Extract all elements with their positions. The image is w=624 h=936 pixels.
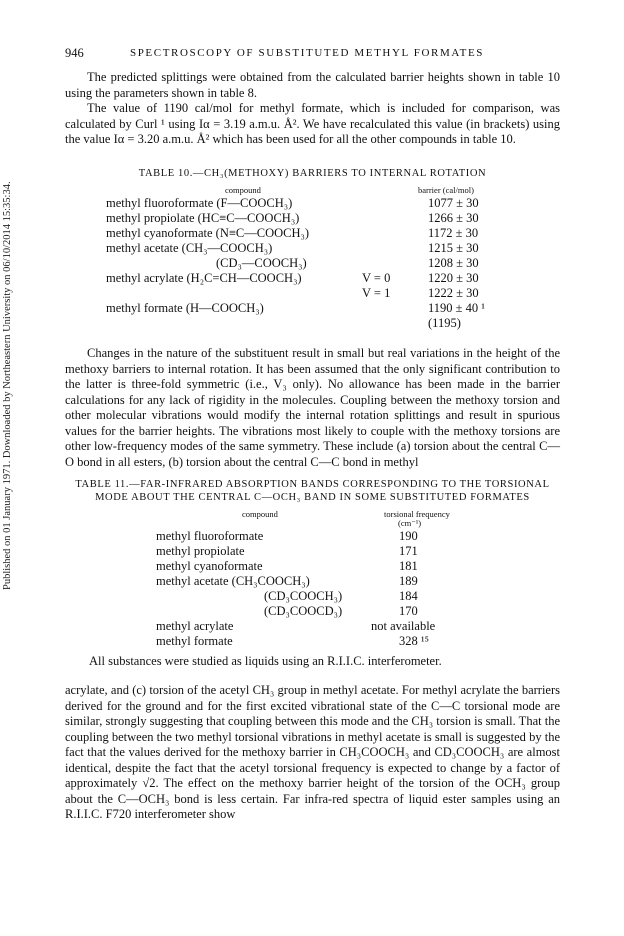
table10-caption: TABLE 10.—CH₃(METHOXY) BARRIERS TO INTERNAL ROTATION xyxy=(138,168,487,179)
table11-row-compound: methyl cyanoformate xyxy=(156,559,263,573)
table11-row-compound: methyl acetate (CH₃COOCH₃) xyxy=(156,574,310,588)
table10-row-compound: methyl propiolate (HC≡C—COOCH₃) xyxy=(106,211,300,225)
table11-caption-line-1: TABLE 11.—FAR-INFRARED ABSORPTION BANDS CORRESPONDING TO THE TORSIONAL xyxy=(75,479,550,490)
intro-text xyxy=(65,70,560,148)
table10-row-barrier: 1190 ± 40 ¹ xyxy=(428,301,486,315)
table11-row-frequency: 189 xyxy=(399,574,418,588)
paragraph-2: The value of 1190 cal/mol for methyl formate, which is included for comparison, was calculated by Curl ¹ using Iα = 3.19 a.m.u. Å². We have recalculated this value (in brackets) using the value Iα = 3.20 a.m.u. Å² which has been used for all the other compounds in table 10. xyxy=(65,101,560,146)
table11-row-frequency: 171 xyxy=(399,544,418,558)
download-watermark: Published on 01 January 1971. Downloaded by Northeastern University on 06/10/2014 15:35:34. xyxy=(2,181,13,590)
table10-row-barrier: 1220 ± 30 xyxy=(428,271,479,285)
table10-row-compound: methyl acetate (CH₃—COOCH₃) xyxy=(106,241,273,255)
paragraph-3: Changes in the nature of the substituent result in small but real variations in the height of the methoxy barriers to internal rotation. It has been assumed that the only significant contribution to the latter is three-fold symmetric (i.e., V₃ only). No allowance has been made in the barrier calculations for any lack of rigidity in the molecules. Coupling between the methoxy torsion and other molecular vibrations would modify the internal rotation splittings and result in spurious values for the barrier heights. The vibrations most likely to couple with the methoxy torsions are other low-frequency modes of the same symmetry. These include (a) torsion about the central C—O bond in all esters, (b) torsion about the central C—C bond in methyl xyxy=(65,346,560,469)
table11-row-frequency: 190 xyxy=(399,529,418,543)
table11-footnote: All substances were studied as liquids using an R.I.I.C. interferometer. xyxy=(89,654,442,668)
table10-row-state: V = 1 xyxy=(362,286,391,300)
table11-col-frequency: torsional frequency xyxy=(384,509,450,519)
table10-row-compound: methyl fluoroformate (F—COOCH₃) xyxy=(106,196,293,210)
table10-row-compound: methyl acrylate (H₂C=CH—COOCH₃) xyxy=(106,271,302,285)
table10-row-state: V = 0 xyxy=(362,271,391,285)
table10-col-barrier: barrier (cal/mol) xyxy=(418,185,474,195)
continuation-text xyxy=(65,683,560,823)
table10-row-barrier: 1208 ± 30 xyxy=(428,256,479,270)
table11-row-frequency: 181 xyxy=(399,559,418,573)
table10-row-compound: (CD₃—COOCH₃) xyxy=(216,256,307,270)
table10-row-barrier: 1215 ± 30 xyxy=(428,241,479,255)
paragraph-1: The predicted splittings were obtained from the calculated barrier heights shown in table 10 using the parameters shown in table 8. xyxy=(65,70,560,100)
table11-row-compound: methyl fluoroformate xyxy=(156,529,264,543)
table11-caption xyxy=(65,478,560,504)
table11-row-frequency: 170 xyxy=(399,604,418,618)
page-number: 946 xyxy=(65,46,84,60)
table11-row-frequency: 184 xyxy=(399,589,418,603)
table10-row-barrier: 1266 ± 30 xyxy=(428,211,479,225)
table11-row-frequency: not available xyxy=(371,619,436,633)
table11-col-compound: compound xyxy=(242,509,278,519)
table11-row-compound: methyl propiolate xyxy=(156,544,245,558)
table11-row-compound: (CD₃COOCD₃) xyxy=(264,604,343,618)
table10-row-compound: methyl cyanoformate (N≡C—COOCH₃) xyxy=(106,226,310,240)
table10-row-barrier: (1195) xyxy=(428,316,461,330)
table10-col-compound: compound xyxy=(225,185,261,195)
table11-caption-line-2: MODE ABOUT THE CENTRAL C—OCH₃ BAND IN SOME SUBSTITUTED FORMATES xyxy=(95,492,530,503)
table10-row-barrier: 1222 ± 30 xyxy=(428,286,479,300)
table10-row-barrier: 1077 ± 30 xyxy=(428,196,479,210)
table11-row-compound: methyl formate xyxy=(156,634,233,648)
table10-row-compound: methyl formate (H—COOCH₃) xyxy=(106,301,264,315)
table11-col-unit: (cm⁻¹) xyxy=(398,518,422,528)
discussion-text xyxy=(65,346,560,470)
running-title: SPECTROSCOPY OF SUBSTITUTED METHYL FORMATES xyxy=(130,47,485,59)
table11-row-compound: (CD₃COOCH₃) xyxy=(264,589,343,603)
table11-row-frequency: 328 ¹⁵ xyxy=(399,634,429,648)
table10-row-barrier: 1172 ± 30 xyxy=(428,226,479,240)
paragraph-4: acrylate, and (c) torsion of the acetyl CH₃ group in methyl acetate. For methyl acrylate the barriers derived for the ground and for the first excited vibrational state of the C—C torsional mode are similar, strongly suggesting that coupling between this mode and the CH₃ torsion is small. That the coupling between the two methyl torsional vibrations in methyl acetate is small is suggested by the fact that the values derived for the methoxy barrier in CH₃COOCH₃ and CD₃COOCH₃ are almost identical, despite the fact that the acetyl torsional frequency is expected to change by a factor of approximately √2. The effect on the methoxy barrier height of the torsion of the OCH₃ group about the C—OCH₃ bond is less certain. Far infra-red spectra of liquid ester samples using an R.I.I.C. F720 interferometer show xyxy=(65,683,560,821)
table11-row-compound: methyl acrylate xyxy=(156,619,234,633)
